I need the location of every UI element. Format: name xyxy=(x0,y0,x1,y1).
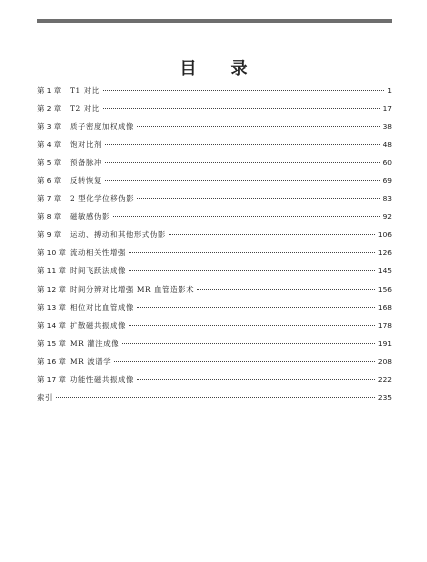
toc-entry-3[interactable] xyxy=(37,121,392,139)
page-number: 156 xyxy=(377,284,392,294)
toc-entry-5[interactable] xyxy=(37,157,392,175)
chapter-number: 第 1 章 xyxy=(37,86,62,95)
chapter-number: 第 12 章 xyxy=(37,284,66,294)
chapter-number: 第 4 章 xyxy=(37,140,62,150)
chapter-number: 第 2 章 xyxy=(37,104,62,114)
chapter-title: 2 型化学位移伪影 xyxy=(70,194,135,204)
table-of-contents xyxy=(37,85,392,410)
page-number: 17 xyxy=(382,104,392,114)
dot-leader xyxy=(169,234,375,235)
chapter-title: T2 对比 xyxy=(70,104,100,114)
toc-entry-4[interactable] xyxy=(37,139,392,157)
chapter-title: 预备脉冲 xyxy=(70,158,102,168)
chapter-title: T1 对比 xyxy=(70,86,100,95)
toc-entry-8[interactable] xyxy=(37,211,392,229)
page-number: 145 xyxy=(377,266,392,276)
chapter-title: MR 波谱学 xyxy=(70,356,112,366)
toc-entry-14[interactable] xyxy=(37,320,392,338)
chapter-number: 第 3 章 xyxy=(37,122,62,132)
chapter-title: 时间分辨对比增强 MR 血管造影术 xyxy=(70,284,195,294)
toc-entry-2[interactable] xyxy=(37,103,392,121)
dot-leader xyxy=(129,325,375,326)
page-number: 168 xyxy=(377,302,392,312)
toc-entry-7[interactable] xyxy=(37,193,392,211)
page-number: 1 xyxy=(387,86,392,95)
dot-leader xyxy=(122,343,375,344)
toc-entry-10[interactable] xyxy=(37,247,392,265)
chapter-number: 第 16 章 xyxy=(37,356,66,366)
page-number: 191 xyxy=(377,338,392,348)
dot-leader xyxy=(103,90,385,91)
chapter-number: 第 10 章 xyxy=(37,248,66,258)
toc-entry-6[interactable] xyxy=(37,175,392,193)
chapter-number: 第 9 章 xyxy=(37,230,62,240)
chapter-number: 第 6 章 xyxy=(37,176,62,186)
dot-leader xyxy=(113,216,380,217)
page-number: 92 xyxy=(382,212,392,222)
chapter-title: 功能性磁共振成像 xyxy=(70,374,134,384)
chapter-title: 时间飞跃法成像 xyxy=(70,266,126,276)
toc-entry-9[interactable] xyxy=(37,229,392,247)
dot-leader xyxy=(137,379,375,380)
chapter-number: 第 15 章 xyxy=(37,338,66,348)
page-number: 235 xyxy=(377,392,392,402)
page-number: 38 xyxy=(382,122,392,132)
chapter-number: 第 13 章 xyxy=(37,302,66,312)
page-number: 60 xyxy=(382,158,392,168)
dot-leader xyxy=(137,126,380,127)
page-title: 目 录 xyxy=(179,59,262,80)
dot-leader xyxy=(137,198,379,199)
toc-entry-12[interactable] xyxy=(37,284,392,302)
chapter-title: 运动、搏动和其他形式伪影 xyxy=(70,230,166,240)
toc-entry-index[interactable] xyxy=(37,392,392,410)
dot-leader xyxy=(103,108,380,109)
chapter-title: 反转恢复 xyxy=(70,176,102,186)
dot-leader xyxy=(129,270,375,271)
dot-leader xyxy=(105,180,380,181)
page-number: 69 xyxy=(382,176,392,186)
chapter-number: 第 14 章 xyxy=(37,320,66,330)
page-number: 208 xyxy=(377,356,392,366)
page-number: 106 xyxy=(377,230,392,240)
dot-leader xyxy=(129,252,375,253)
toc-entry-15[interactable] xyxy=(37,338,392,356)
dot-leader xyxy=(114,361,375,362)
chapter-number: 第 5 章 xyxy=(37,158,62,168)
dot-leader xyxy=(197,289,375,290)
toc-entry-1[interactable] xyxy=(37,85,392,103)
chapter-number: 第 8 章 xyxy=(37,212,62,222)
page-number: 126 xyxy=(377,248,392,258)
page-number: 222 xyxy=(377,374,392,384)
chapter-title: 相位对比血管成像 xyxy=(70,302,134,312)
toc-entry-16[interactable] xyxy=(37,356,392,374)
toc-entry-13[interactable] xyxy=(37,302,392,320)
top-rule xyxy=(37,19,392,23)
chapter-title: MR 灌注成像 xyxy=(70,338,120,348)
chapter-number: 第 11 章 xyxy=(37,266,66,276)
page-number: 48 xyxy=(382,140,392,150)
chapter-title: 磁敏感伪影 xyxy=(70,212,110,222)
toc-entry-17[interactable] xyxy=(37,374,392,392)
chapter-number: 第 7 章 xyxy=(37,194,62,204)
chapter-title: 质子密度加权成像 xyxy=(70,122,134,132)
index-title: 索引 xyxy=(37,392,53,402)
chapter-number: 第 17 章 xyxy=(37,374,66,384)
page-number: 178 xyxy=(377,320,392,330)
toc-entry-11[interactable] xyxy=(37,265,392,283)
dot-leader xyxy=(56,397,375,398)
dot-leader xyxy=(105,162,380,163)
chapter-title: 流动相关性增强 xyxy=(70,248,126,258)
dot-leader xyxy=(105,144,380,145)
chapter-title: 饱对比剂 xyxy=(70,140,102,150)
dot-leader xyxy=(137,307,375,308)
page-number: 83 xyxy=(382,194,392,204)
chapter-title: 扩散磁共振成像 xyxy=(70,320,126,330)
